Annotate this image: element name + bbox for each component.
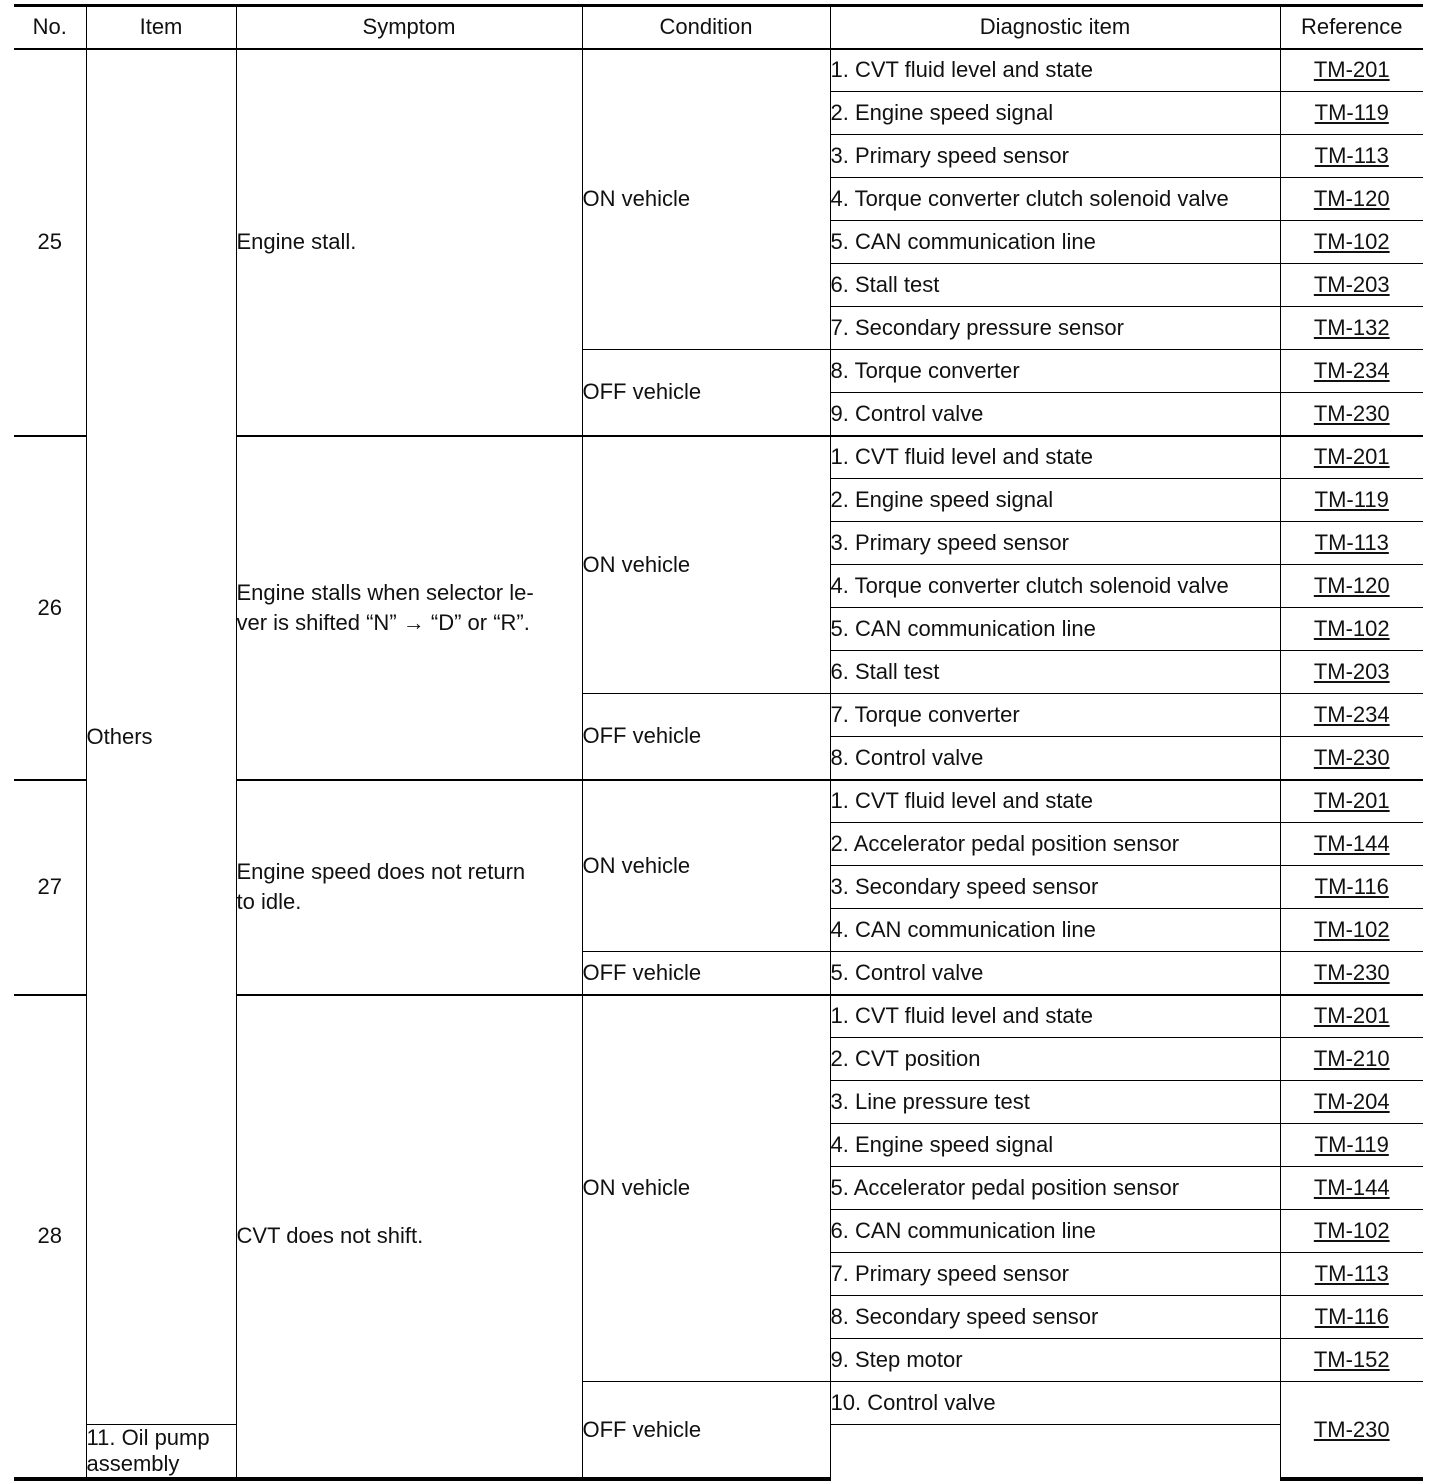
reference-cell xyxy=(1280,135,1423,178)
reference-link[interactable]: TM-113 xyxy=(1314,1261,1389,1286)
reference-cell xyxy=(1280,1253,1423,1296)
reference-link[interactable]: TM-230 xyxy=(1313,400,1390,426)
row-number: 27 xyxy=(14,780,86,995)
reference-link[interactable]: TM-120 xyxy=(1313,573,1390,598)
reference-link[interactable]: TM-102 xyxy=(1313,616,1390,641)
header-row xyxy=(14,6,1423,49)
reference-cell xyxy=(1280,49,1423,92)
symptom-line: Engine stalls when selector le- xyxy=(236,579,534,605)
header-diagnostic-item: Diagnostic item xyxy=(830,6,1280,49)
reference-cell xyxy=(1280,221,1423,264)
reference-link[interactable]: TM-119 xyxy=(1314,100,1389,125)
reference-cell xyxy=(1280,1296,1423,1339)
reference-cell xyxy=(1280,608,1423,651)
diagnostic-item: 6. Stall test xyxy=(830,651,1280,694)
reference-link[interactable]: TM-119 xyxy=(1314,1132,1389,1157)
diagnostic-item: 3. Primary speed sensor xyxy=(830,135,1280,178)
reference-cell xyxy=(1280,1339,1423,1382)
row-number: 25 xyxy=(14,49,86,436)
diagnostic-item: 3. Secondary speed sensor xyxy=(830,866,1280,909)
reference-cell xyxy=(1280,694,1423,737)
symptom-cell: CVT does not shift. xyxy=(236,995,582,1480)
diagnostic-item: 3. Line pressure test xyxy=(830,1081,1280,1124)
reference-cell xyxy=(1280,565,1423,608)
diagnostic-item: 4. Engine speed signal xyxy=(830,1124,1280,1167)
symptom-cell xyxy=(236,436,582,780)
reference-link[interactable]: TM-102 xyxy=(1313,917,1390,942)
diagnostic-item: 9. Control valve xyxy=(830,393,1280,436)
diagnostic-item: 2. Engine speed signal xyxy=(830,92,1280,135)
diagnostic-item: 5. Accelerator pedal position sensor xyxy=(830,1167,1280,1210)
diagnostic-item: 1. CVT fluid level and state xyxy=(830,995,1280,1038)
diagnosis-table xyxy=(14,4,1423,1481)
condition-off-vehicle: OFF vehicle xyxy=(582,1382,830,1480)
reference-cell xyxy=(1280,264,1423,307)
reference-cell xyxy=(1280,92,1423,135)
row-number: 28 xyxy=(14,995,86,1480)
header-reference: Reference xyxy=(1280,6,1423,49)
diagnostic-item: 8. Torque converter xyxy=(830,350,1280,393)
reference-link[interactable]: TM-203 xyxy=(1313,659,1390,684)
diagnostic-item: 1. CVT fluid level and state xyxy=(830,49,1280,92)
row-number: 26 xyxy=(14,436,86,780)
reference-link[interactable]: TM-113 xyxy=(1314,530,1389,555)
reference-cell xyxy=(1280,1081,1423,1124)
diagnostic-item: 4. Torque converter clutch solenoid valve xyxy=(830,178,1280,221)
condition-on-vehicle: ON vehicle xyxy=(582,995,830,1382)
reference-link[interactable]: TM-230 xyxy=(1313,744,1390,770)
diagnostic-item: 2. CVT position xyxy=(830,1038,1280,1081)
symptom-cell xyxy=(236,780,582,995)
reference-cell xyxy=(1280,866,1423,909)
reference-link[interactable]: TM-204 xyxy=(1313,1089,1390,1114)
reference-cell xyxy=(1280,823,1423,866)
header-item: Item xyxy=(86,6,236,49)
reference-cell xyxy=(1280,1124,1423,1167)
reference-link[interactable]: TM-102 xyxy=(1313,229,1390,254)
reference-link[interactable]: TM-119 xyxy=(1314,487,1389,512)
reference-cell xyxy=(1280,1382,1423,1480)
condition-off-vehicle: OFF vehicle xyxy=(582,350,830,436)
diagnostic-item: 5. Control valve xyxy=(830,952,1280,995)
diagnostic-item: 7. Primary speed sensor xyxy=(830,1253,1280,1296)
reference-link[interactable]: TM-201 xyxy=(1313,444,1390,470)
reference-cell xyxy=(1280,522,1423,565)
header-condition: Condition xyxy=(582,6,830,49)
reference-cell xyxy=(1280,307,1423,350)
header-symptom: Symptom xyxy=(236,6,582,49)
reference-cell xyxy=(1280,350,1423,393)
diagnostic-item: 1. CVT fluid level and state xyxy=(830,780,1280,823)
diagnostic-item: 7. Torque converter xyxy=(830,694,1280,737)
diagnostic-item: 1. CVT fluid level and state xyxy=(830,436,1280,479)
reference-cell xyxy=(1280,436,1423,479)
table-row xyxy=(14,49,1423,92)
diagnostic-item: 8. Secondary speed sensor xyxy=(830,1296,1280,1339)
diagnostic-item: 3. Primary speed sensor xyxy=(830,522,1280,565)
reference-link[interactable]: TM-152 xyxy=(1313,1347,1390,1372)
reference-cell xyxy=(1280,1038,1423,1081)
reference-link[interactable]: TM-120 xyxy=(1313,186,1390,211)
reference-cell xyxy=(1280,995,1423,1038)
condition-off-vehicle: OFF vehicle xyxy=(582,694,830,780)
diagnostic-item: 6. CAN communication line xyxy=(830,1210,1280,1253)
diagnostic-item: 2. Engine speed signal xyxy=(830,479,1280,522)
condition-on-vehicle: ON vehicle xyxy=(582,436,830,694)
item-cell: Others xyxy=(86,49,236,1425)
diagnostic-item: 4. Torque converter clutch solenoid valve xyxy=(830,565,1280,608)
diagnostic-item: 6. Stall test xyxy=(830,264,1280,307)
diagnostic-item: 5. CAN communication line xyxy=(830,608,1280,651)
reference-cell xyxy=(1280,393,1423,436)
reference-link[interactable]: TM-201 xyxy=(1313,57,1390,83)
diagnostic-item: 7. Secondary pressure sensor xyxy=(830,307,1280,350)
reference-cell xyxy=(1280,909,1423,952)
reference-link[interactable]: TM-113 xyxy=(1314,143,1389,168)
reference-link[interactable]: TM-132 xyxy=(1313,315,1390,340)
reference-link[interactable]: TM-203 xyxy=(1313,272,1390,297)
reference-cell xyxy=(1280,1210,1423,1253)
diagnostic-item: 11. Oil pump assembly xyxy=(86,1425,236,1480)
reference-link[interactable]: TM-230 xyxy=(1313,1416,1390,1442)
reference-link[interactable]: TM-210 xyxy=(1313,1046,1390,1071)
reference-link[interactable]: TM-144 xyxy=(1313,831,1390,856)
reference-cell xyxy=(1280,780,1423,823)
reference-link[interactable]: TM-230 xyxy=(1313,959,1390,985)
reference-link[interactable]: TM-201 xyxy=(1313,788,1390,814)
symptom-line: to idle. xyxy=(236,889,302,914)
condition-off-vehicle: OFF vehicle xyxy=(582,952,830,995)
reference-cell xyxy=(1280,737,1423,780)
diagnostic-item: 2. Accelerator pedal position sensor xyxy=(830,823,1280,866)
symptom-line: ver is shifted “N” → “D” or “R”. xyxy=(236,609,530,635)
symptom-line: Engine speed does not return xyxy=(236,859,526,884)
diagnostic-item: 4. CAN communication line xyxy=(830,909,1280,952)
diagnostic-item: 9. Step motor xyxy=(830,1339,1280,1382)
reference-cell xyxy=(1280,178,1423,221)
symptom-cell: Engine stall. xyxy=(236,49,582,436)
reference-link[interactable]: TM-116 xyxy=(1314,874,1389,899)
condition-on-vehicle: ON vehicle xyxy=(582,49,830,350)
reference-link[interactable]: TM-201 xyxy=(1313,1003,1390,1029)
reference-cell xyxy=(1280,651,1423,694)
header-no: No. xyxy=(14,6,86,49)
reference-cell xyxy=(1280,952,1423,995)
diagnostic-item: 8. Control valve xyxy=(830,737,1280,780)
reference-cell xyxy=(1280,479,1423,522)
diagnostic-item: 10. Control valve xyxy=(830,1382,1280,1425)
condition-on-vehicle: ON vehicle xyxy=(582,780,830,952)
reference-link[interactable]: TM-102 xyxy=(1313,1218,1390,1243)
diagnostic-item: 5. CAN communication line xyxy=(830,221,1280,264)
reference-link[interactable]: TM-144 xyxy=(1313,1175,1390,1200)
reference-link[interactable]: TM-116 xyxy=(1314,1304,1389,1329)
reference-cell xyxy=(1280,1167,1423,1210)
reference-link[interactable]: TM-234 xyxy=(1313,358,1390,383)
reference-link[interactable]: TM-234 xyxy=(1313,702,1390,727)
